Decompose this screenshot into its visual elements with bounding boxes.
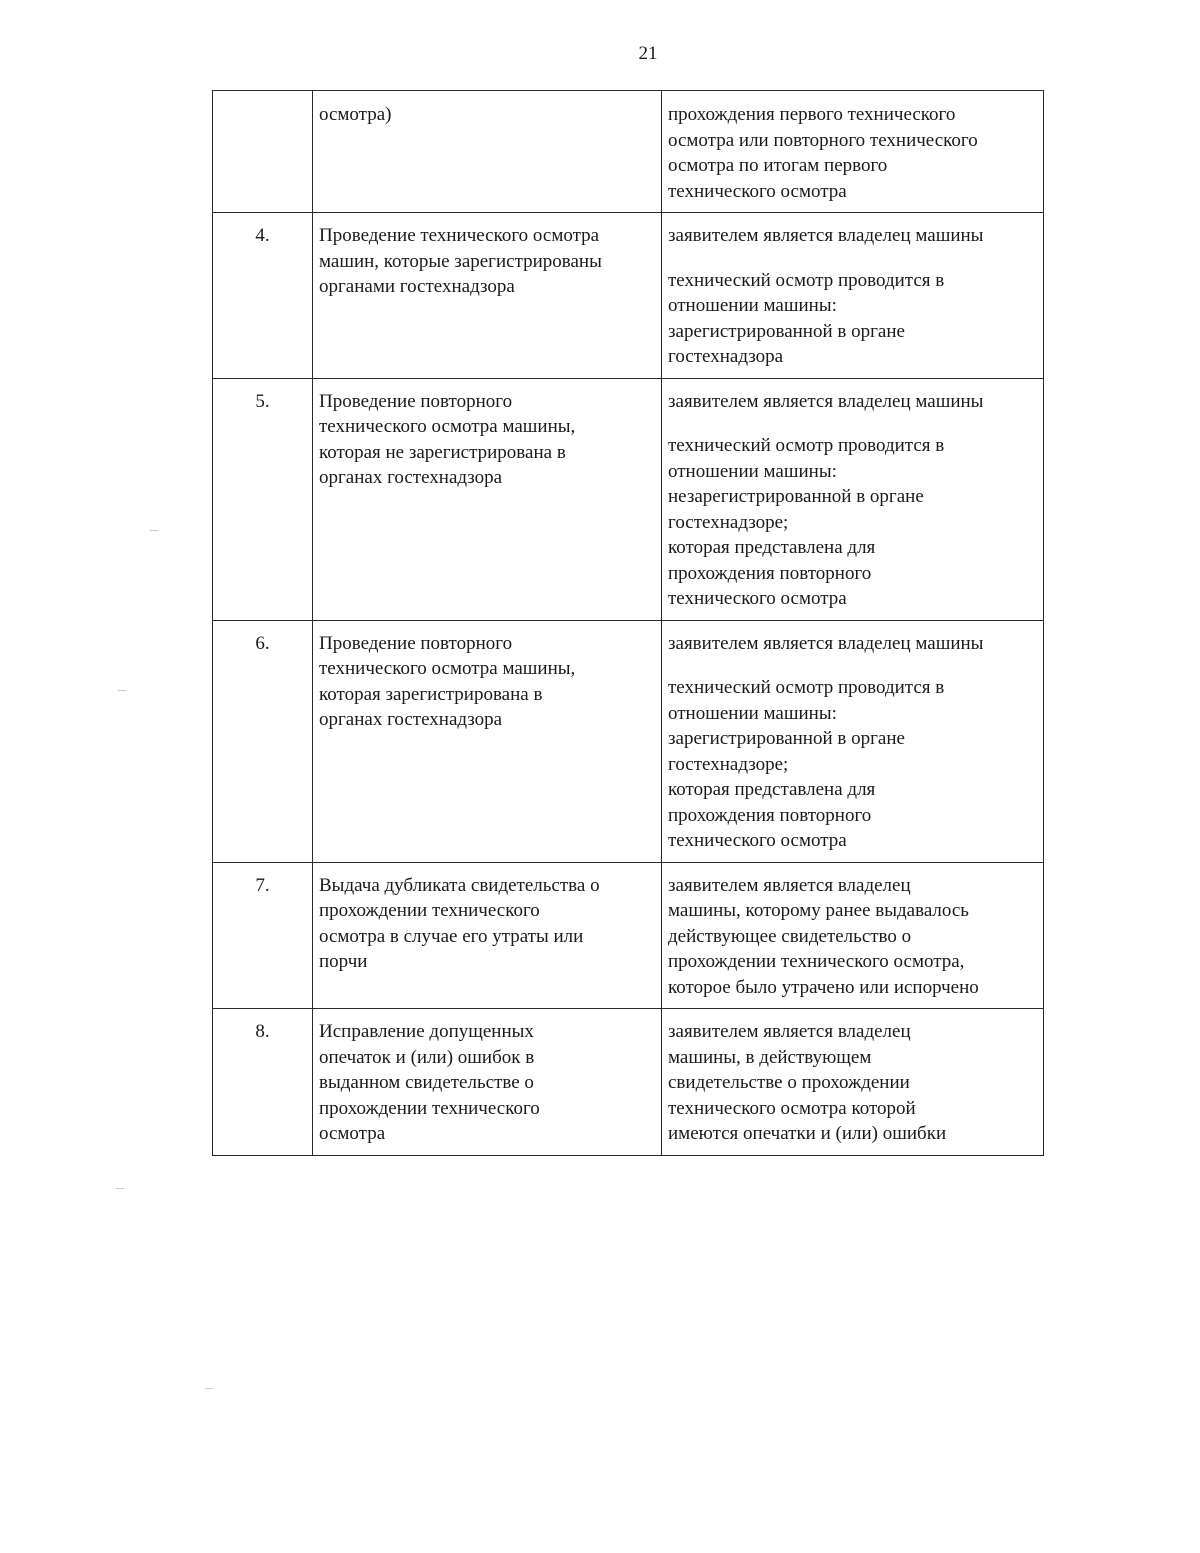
service-name-cell xyxy=(313,91,662,213)
service-name-text: Проведение технического осмотра машин, которые зарегистрированы органами гостехнадзора xyxy=(319,225,602,297)
condition-text: технический осмотр проводится в отношении машины: зарегистрированной в органе гостехнадзора xyxy=(668,269,945,367)
row-number-cell: 5. xyxy=(213,378,313,620)
condition-text: заявителем является владелец машины xyxy=(668,632,984,654)
service-name-cell xyxy=(313,620,662,862)
scan-artifact xyxy=(205,1388,213,1389)
row-number-cell: 6. xyxy=(213,620,313,862)
conditions-cell xyxy=(662,91,1044,213)
conditions-cell xyxy=(662,378,1044,620)
scan-artifact xyxy=(118,690,126,691)
table-row xyxy=(213,91,1044,213)
conditions-cell xyxy=(662,213,1044,379)
scan-artifact xyxy=(150,530,158,531)
service-name-text: осмотра) xyxy=(319,104,392,125)
row-number-cell: 7. xyxy=(213,862,313,1009)
table-row xyxy=(213,862,1044,1009)
service-name-text: Проведение повторного технического осмотра машины, которая не зарегистрирована в органах гостехнадзора xyxy=(319,390,576,488)
services-table xyxy=(212,90,1044,1156)
service-name-text: Проведение повторного технического осмотра машины, которая зарегистрирована в органах гостехнадзора xyxy=(319,632,576,730)
table-row xyxy=(213,213,1044,379)
service-name-text: Выдача дубликата свидетельства о прохождении технического осмотра в случае его утраты или порчи xyxy=(319,874,600,972)
row-number-cell xyxy=(213,91,313,213)
conditions-cell xyxy=(662,862,1044,1009)
condition-text: технический осмотр проводится в отношении машины: зарегистрированной в органе гостехнадзоре; которая представлена для прохождения повторного технического осмотра xyxy=(668,677,945,851)
service-name-cell xyxy=(313,213,662,379)
row-number-cell: 8. xyxy=(213,1009,313,1156)
condition-text: прохождения первого технического осмотра или повторного технического осмотра по итогам первого технического осмотра xyxy=(668,104,978,202)
table-row xyxy=(213,1009,1044,1156)
row-number-cell: 4. xyxy=(213,213,313,379)
service-name-cell xyxy=(313,862,662,1009)
page-number: 21 xyxy=(638,43,658,64)
scan-artifact xyxy=(116,1188,124,1189)
conditions-cell xyxy=(662,620,1044,862)
condition-text: заявителем является владелец машины, в действующем свидетельстве о прохождении технического осмотра которой имеются опечатки и (или) ошибки xyxy=(668,1021,947,1144)
table-row xyxy=(213,378,1044,620)
service-name-cell xyxy=(313,1009,662,1156)
condition-text: технический осмотр проводится в отношении машины: незарегистрированной в органе гостехнадзоре; которая представлена для прохождения повторного технического осмотра xyxy=(668,435,945,609)
condition-text: заявителем является владелец машины xyxy=(668,390,984,412)
conditions-cell xyxy=(662,1009,1044,1156)
service-name-text: Исправление допущенных опечаток и (или) ошибок в выданном свидетельстве о прохождении технического осмотра xyxy=(319,1021,540,1144)
condition-text: заявителем является владелец машины, которому ранее выдавалось действующее свидетельство о прохождении технического осмотра, которое было утрачено или испорчено xyxy=(668,874,979,998)
table-row xyxy=(213,620,1044,862)
service-name-cell xyxy=(313,378,662,620)
condition-text: заявителем является владелец машины xyxy=(668,225,984,246)
